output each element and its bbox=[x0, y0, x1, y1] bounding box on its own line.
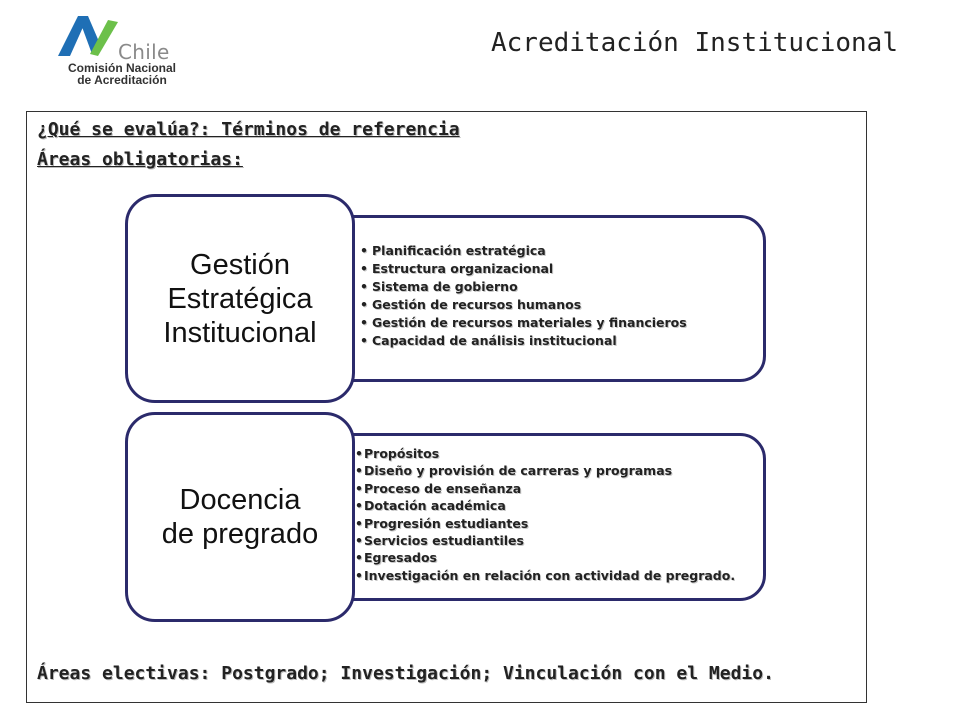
area-title-line: Institucional bbox=[163, 316, 317, 349]
logo-org-line2: de Acreditación bbox=[77, 73, 167, 87]
area-title-docencia bbox=[125, 412, 355, 622]
area-title-line: Gestión bbox=[190, 248, 290, 281]
area-title-gestion bbox=[125, 194, 355, 403]
list-item: • Servicios estudiantiles bbox=[355, 532, 735, 549]
list-item: • Planificación estratégica bbox=[360, 242, 687, 260]
area-items-docencia bbox=[355, 445, 735, 584]
list-item: • Diseño y provisión de carreras y programas bbox=[355, 462, 735, 479]
area-title-line: Docencia bbox=[179, 484, 301, 516]
area-title-line: de pregrado bbox=[161, 518, 319, 550]
page-title: Acreditación Institucional bbox=[491, 28, 898, 58]
list-item: • Egresados bbox=[355, 549, 735, 566]
area-title-line: Estratégica bbox=[167, 282, 313, 315]
list-item: • Propósitos bbox=[355, 445, 735, 462]
logo-wordmark: Chile bbox=[118, 40, 170, 64]
list-item: • Estructura organizacional bbox=[360, 260, 687, 278]
section-subtitle-mandatory: Áreas obligatorias: bbox=[37, 149, 243, 170]
list-item: • Capacidad de análisis institucional bbox=[360, 332, 687, 350]
cna-logo bbox=[52, 10, 192, 100]
area-items-gestion bbox=[360, 242, 687, 350]
section-subtitle-terms: ¿Qué se evalúa?: Términos de referencia bbox=[37, 119, 460, 140]
elective-areas-line: Áreas electivas: Postgrado; Investigación; Vinculación con el Medio. bbox=[37, 663, 774, 684]
list-item: • Investigación en relación con actividad de pregrado. bbox=[355, 567, 735, 584]
list-item: • Gestión de recursos materiales y financieros bbox=[360, 314, 687, 332]
logo-org-line1: Comisión Nacional bbox=[67, 61, 177, 75]
list-item: • Gestión de recursos humanos bbox=[360, 296, 687, 314]
list-item: • Sistema de gobierno bbox=[360, 278, 687, 296]
list-item: • Dotación académica bbox=[355, 497, 735, 514]
logo-org-name bbox=[52, 62, 192, 86]
list-item: • Proceso de enseñanza bbox=[355, 480, 735, 497]
list-item: • Progresión estudiantes bbox=[355, 515, 735, 532]
